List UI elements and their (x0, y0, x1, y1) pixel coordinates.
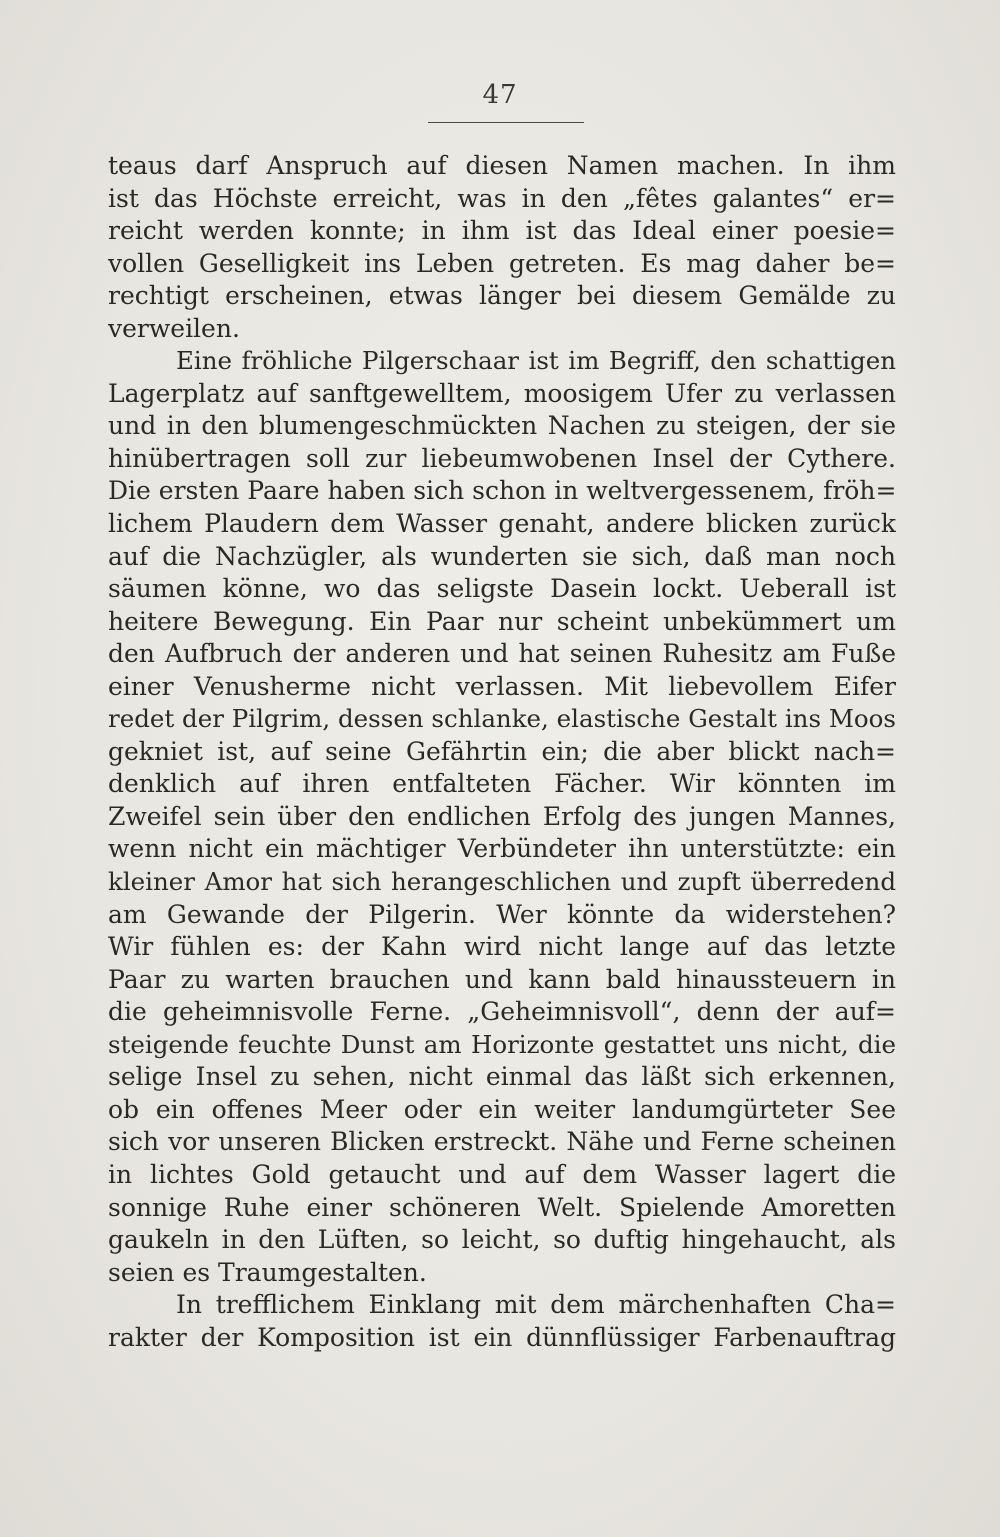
text-line: ob ein offenes Meer oder ein weiter landumgürteter See (108, 1094, 896, 1124)
text-line: redet der Pilgrim, dessen schlanke, elastische Gestalt ins Moos (108, 704, 896, 734)
text-line: verweilen. (108, 313, 240, 343)
text-line: Paar zu warten brauchen und kann bald hinaussteuern in (108, 964, 896, 994)
text-line: selige Insel zu sehen, nicht einmal das läßt sich erkennen, (108, 1062, 896, 1092)
text-line: hinübertragen soll zur liebeumwobenen Insel der Cythere. (108, 443, 896, 473)
text-line: auf die Nachzügler, als wunderten sie sich, daß man noch (108, 541, 896, 571)
text-line: seien es Traumgestalten. (108, 1257, 427, 1287)
text-line: gaukeln in den Lüften, so leicht, so duftig hingehaucht, als (108, 1225, 896, 1255)
text-line: in lichtes Gold getaucht und auf dem Wasser lagert die (108, 1159, 896, 1189)
text-line: In trefflichem Einklang mit dem märchenhaften Cha= (176, 1290, 896, 1320)
text-line: reicht werden konnte; in ihm ist das Ideal einer poesie= (108, 216, 896, 246)
text-line: gekniet ist, auf seine Gefährtin ein; die aber blickt nach= (108, 736, 896, 766)
text-line: Lagerplatz auf sanftgewelltem, moosigem Ufer zu verlassen (108, 378, 896, 408)
text-line: säumen könne, wo das seligste Dasein lockt. Ueberall ist (108, 574, 896, 604)
text-line: und in den blumengeschmückten Nachen zu steigen, der sie (108, 411, 896, 441)
text-line: wenn nicht ein mächtiger Verbündeter ihn unterstützte: ein (108, 834, 896, 864)
text-line: teaus darf Anspruch auf diesen Namen machen. In ihm (108, 151, 896, 180)
text-line: lichem Plaudern dem Wasser genaht, andere blicken zurück (108, 509, 896, 539)
text-line: steigende feuchte Dunst am Horizonte gestattet uns nicht, die (108, 1029, 896, 1059)
body-text (108, 150, 896, 1354)
text-line: den Aufbruch der anderen und hat seinen Ruhesitz am Fuße (108, 639, 896, 669)
text-line: Eine fröhliche Pilgerschaar ist im Begriff, den schattigen (176, 346, 896, 376)
text-line: rakter der Komposition ist ein dünnflüssiger Farbenauftrag (108, 1322, 896, 1352)
text-line: Wir fühlen es: der Kahn wird nicht lange auf das letzte (108, 932, 896, 962)
text-line: heitere Bewegung. Ein Paar nur scheint unbekümmert um (108, 606, 896, 636)
text-line: denklich auf ihren entfalteten Fächer. Wir könnten im (108, 769, 896, 799)
text-line: sonnige Ruhe einer schöneren Welt. Spielende Amoretten (108, 1192, 896, 1222)
text-line: am Gewande der Pilgerin. Wer könnte da widerstehen? (108, 899, 896, 929)
text-line: ist das Höchste erreicht, was in den „fêtes galantes“ er= (108, 183, 896, 213)
text-line: kleiner Amor hat sich herangeschlichen und zupft überredend (108, 867, 896, 897)
text-line: Die ersten Paare haben sich schon in weltvergessenem, fröh= (108, 476, 896, 506)
page-number: 47 (482, 80, 518, 110)
text-line: vollen Geselligkeit ins Leben getreten. Es mag daher be= (108, 248, 896, 278)
text-line: rechtigt erscheinen, etwas länger bei diesem Gemälde zu (108, 281, 896, 311)
text-line: sich vor unseren Blicken erstreckt. Nähe und Ferne scheinen (108, 1127, 896, 1157)
page-number-rule (428, 122, 584, 123)
text-line: einer Venusherme nicht verlassen. Mit liebevollem Eifer (108, 671, 896, 701)
text-line: die geheimnisvolle Ferne. „Geheimnisvoll“, denn der auf= (108, 997, 896, 1027)
text-line: Zweifel sein über den endlichen Erfolg des jungen Mannes, (108, 801, 896, 831)
